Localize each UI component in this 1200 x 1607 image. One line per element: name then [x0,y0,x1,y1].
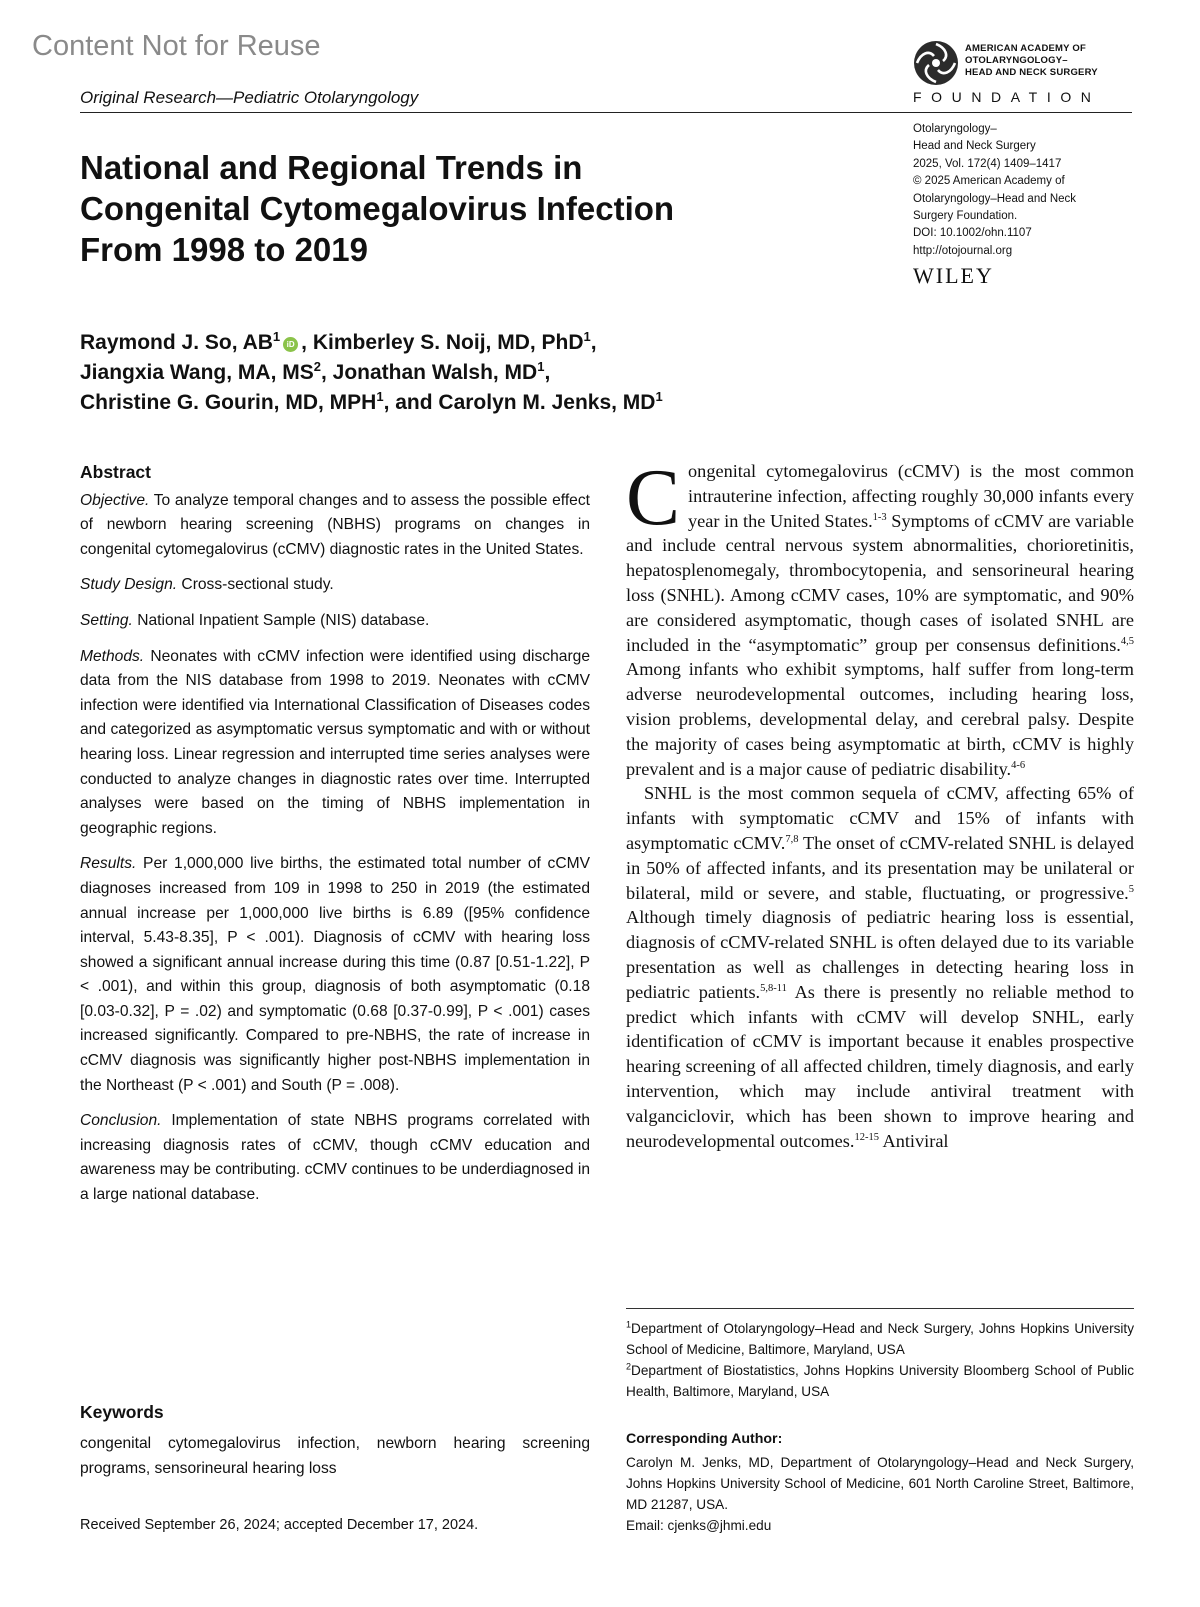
conclusion-text: Implementation of state NBHS programs correlated with increasing diagnosis rates of cCMV, though cCMV education and awareness may be contributing. cCMV continues to be underdiagnosed in a large national database. [80,1112,590,1204]
citation-ref[interactable]: 5,8-11 [760,982,787,994]
abstract-setting [80,609,590,634]
body-text: ongenital cytomegalovirus (cCMV) is the most common intrauterine infection, affecting roughly 30,000 infants every year in the United States. [688,461,1134,531]
body-text: SNHL is the most common sequela of cCMV, affecting 65% of infants with symptomatic cCMV and 15% of infants with asymptomatic cCMV. [626,783,1134,853]
author-name: , Kimberley S. Noij, MD, PhD [301,331,584,354]
citation-ref[interactable]: 7,8 [785,833,799,845]
orcid-icon[interactable]: iD [283,337,298,352]
results-label: Results. [80,855,137,873]
affiliation-marker: 2 [313,359,321,374]
journal-info-line: © 2025 American Academy of [913,175,1065,188]
author-name: , Jonathan Walsh, MD [320,361,538,384]
body-text: As there is presently no reliable method to predict which infants with cCMV will develop SNHL, early identification of cCMV is important because it enables prospective hearing screening of all affected children, timely diagnosis, and early intervention, which may include antiviral treatment with valganciclovir, which has been shown to improve hearing and neurodevelopmental outcomes. [626,981,1134,1151]
methods-text: Neonates with cCMV infection were identified using discharge data from the NIS database from 1998 to 2019. Neonates with cCMV infection were identified via International Classification of Diseases codes and categorized as asymptomatic versus symptomatic and with or without hearing loss. Linear regression and interrupted time series analyses were conducted to analyze changes in diagnostic rates over time. Interrupted analyses were based on the timing of NBHS implementation in geographic regions. [80,647,590,837]
watermark: Content Not for Reuse [32,30,321,62]
article-body [626,452,1134,1153]
affiliation-text: Department of Biostatistics, Johns Hopkins University Bloomberg School of Public Health, Baltimore, Maryland, USA [626,1363,1134,1399]
title-line: From 1998 to 2019 [80,231,368,268]
setting-text: National Inpatient Sample (NIS) database. [132,611,430,629]
swirl-logo-icon [913,40,959,86]
affiliation-number: 1 [626,1319,632,1330]
received-dates: Received September 26, 2024; accepted December 17, 2024. [80,1517,479,1533]
journal-url: http://otojournal.org [913,244,1013,257]
title-line: Congenital Cytomegalovirus Infection [80,190,675,227]
affiliation-marker: 1 [272,329,281,344]
affiliation-2 [626,1360,1134,1402]
abstract-design [80,573,590,598]
body-paragraph [626,781,1134,1153]
affiliation-1 [626,1318,1134,1360]
journal-info-line: Otolaryngology– [913,123,997,135]
body-text: Antiviral [878,1130,949,1151]
header-rule [80,112,1132,113]
corresponding-author-heading: Corresponding Author: [626,1431,783,1447]
abstract-methods [80,645,590,842]
organization-name: AMERICAN ACADEMY OF OTOLARYNGOLOGY– HEAD AND NECK SURGERY [965,43,1098,78]
journal-info-line: Head and Neck Surgery [913,140,1036,153]
journal-info-line: Otolaryngology–Head and Neck [913,192,1077,205]
body-paragraph [626,452,1134,781]
author-name: , and Carolyn M. Jenks, MD [383,391,656,414]
author-name: Christine G. Gourin, MD, MPH [80,391,377,414]
design-text: Cross-sectional study. [177,576,334,594]
citation-ref[interactable]: 4,5 [1120,635,1134,647]
body-text: Among infants who exhibit symptoms, half suffer from long-term adverse neurodevelopmental outcomes, including hearing loss, vision problems, developmental delay, and cerebral palsy. Despite the majority of cases being asymptomatic at birth, cCMV is highly prevalent and is a major cause of pediatric disability. [626,659,1134,779]
citation-ref[interactable]: 1-3 [872,511,887,523]
setting-label: Setting. [80,611,133,629]
separator: , [544,361,551,384]
results-text: Per 1,000,000 live births, the estimated total number of cCMV diagnoses increased from 109 in 1998 to 250 in 2019 (the estimated annual increase per 1,000,000 live births is 6.89 ([95% confidence interval, 5.43-8.35], P < .001). Diagnosis of cCMV with hearing loss showed a significant annual increase during this time (0.87 [0.51-1.22], P < .001), and within this group, diagnosis of both asymptomatic (0.18 [0.03-0.32], P = .02) and symptomatic (0.68 [0.37-0.99], P < .001) cases increased significantly. Compared to pre-NBHS, the rate of increase in cCMV diagnosis was significantly higher post-NBHS implementation in the Northeast (P < .001) and South (P = .008). [80,855,590,1094]
author-line [80,358,900,388]
affiliation-marker: 1 [583,329,591,344]
body-text: Although timely diagnosis of pediatric hearing loss is essential, diagnosis of cCMV-related SNHL is often delayed due to its variable presentation as well as challenges in detecting hearing loss in pediatric patients. [626,907,1134,1002]
publisher-name: WILEY [913,263,994,288]
journal-info [913,121,1133,260]
article-title [80,147,800,270]
abstract-section [80,460,590,1219]
corresponding-address: Carolyn M. Jenks, MD, Department of Otolaryngology–Head and Neck Surgery, Johns Hopkins University School of Medicine, 601 North Caroline Street, Baltimore, MD 21287, USA. [626,1455,1134,1512]
author-name: Raymond J. So, AB [80,331,273,354]
author-list [80,328,900,418]
author-line [80,328,900,358]
publisher-logo [913,40,1135,110]
affiliation-marker: 1 [655,389,663,404]
body-text: The onset of cCMV-related SNHL is delayed in 50% of affected infants, and its presentation may be unilateral or bilateral, mild or severe, and stable, fluctuating, or progressive. [626,832,1134,903]
corresponding-author [626,1452,1134,1536]
foundation-label: FOUNDATION [913,89,1101,105]
affiliation-text: Department of Otolaryngology–Head and Neck Surgery, Johns Hopkins University School of Medicine, Baltimore, Maryland, USA [626,1321,1134,1357]
affiliation-marker: 1 [376,389,384,404]
author-name: Jiangxia Wang, MA, MS [80,361,314,384]
conclusion-label: Conclusion. [80,1112,162,1130]
objective-label: Objective. [80,491,150,509]
doi-line: DOI: 10.1002/ohn.1107 [913,227,1032,240]
title-line: National and Regional Trends in [80,149,583,186]
abstract-objective [80,489,590,563]
separator: , [590,331,597,354]
corresponding-email[interactable]: Email: cjenks@jhmi.edu [626,1518,772,1533]
journal-info-line: Surgery Foundation. [913,210,1018,223]
body-text: Symptoms of cCMV are variable and include central nervous system abnormalities, chorioretinitis, hepatosplenomegaly, thrombocytopenia, and sensorineural hearing loss (SNHL). Among cCMV cases, 10% are symptomatic, and 90% are considered asymptomatic, though cases of isolated SNHL are included in the “asymptomatic” group per consensus definitions. [626,510,1134,655]
citation-ref[interactable]: 12-15 [854,1131,879,1143]
affiliations [626,1318,1134,1402]
abstract-results [80,852,590,1098]
keywords-heading: Keywords [80,1402,164,1422]
keywords-text: congenital cytomegalovirus infection, newborn hearing screening programs, sensorineural hearing loss [80,1435,590,1477]
section-label: Original Research—Pediatric Otolaryngology [80,88,419,107]
affiliation-number: 2 [626,1361,632,1372]
footnote-rule [626,1308,1134,1309]
abstract-conclusion [80,1109,590,1207]
citation-ref[interactable]: 5 [1128,883,1134,895]
design-label: Study Design. [80,576,178,594]
objective-text: To analyze temporal changes and to assess the possible effect of newborn hearing screening (NBHS) programs on changes in congenital cytomegalovirus (cCMV) diagnostic rates in the United States. [80,491,590,558]
drop-cap: C [626,452,681,542]
methods-label: Methods. [80,647,145,665]
affiliation-marker: 1 [537,359,545,374]
abstract-heading: Abstract [80,462,151,482]
citation-ref[interactable]: 4-6 [1011,759,1026,771]
author-line [80,388,900,418]
journal-info-line: 2025, Vol. 172(4) 1409–1417 [913,157,1062,170]
